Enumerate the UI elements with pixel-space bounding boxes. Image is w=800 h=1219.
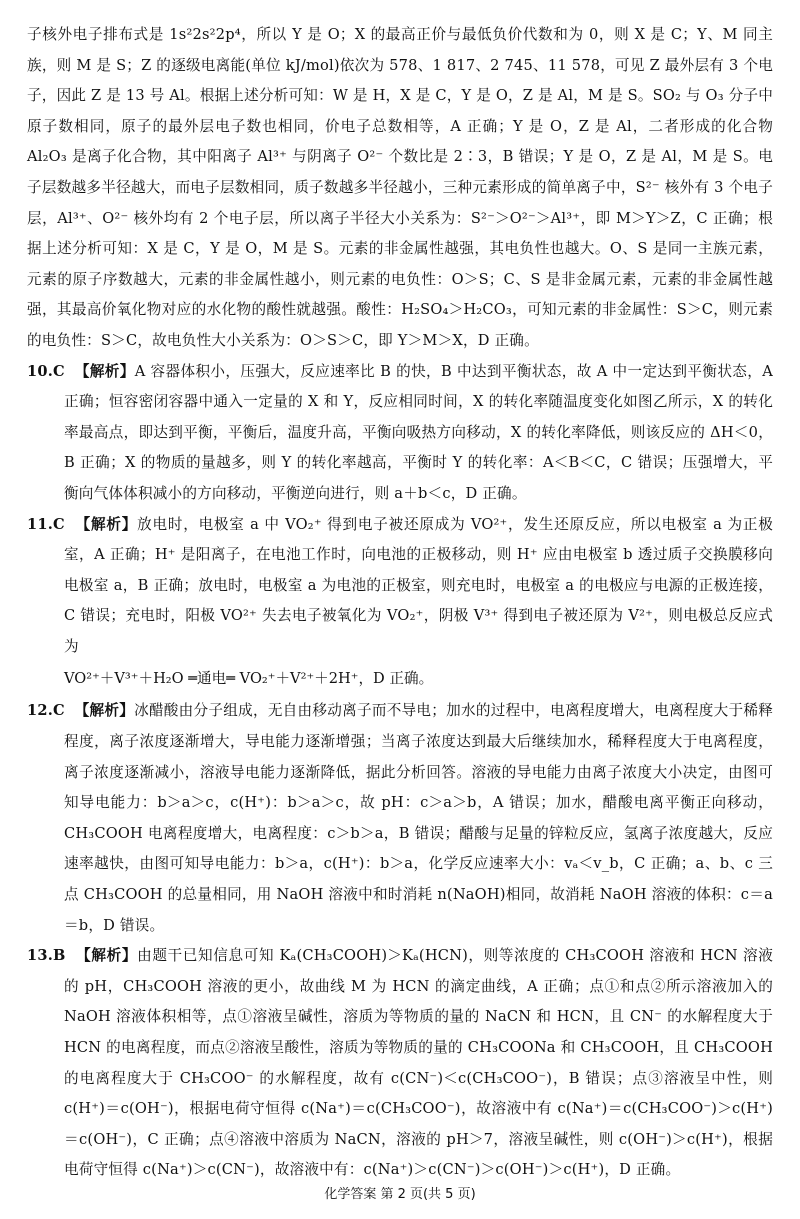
question-10-text: A 容器体积小，压强大，反应速率比 B 的快，B 中达到平衡状态，故 A 中一定达到平衡状态，A 正确；恒容密闭容器中通入一定量的 X 和 Y，反应相同时间，X 的转化率随温度变化如图乙所示，X 的转化率最高点，即达到平衡，平衡后，温度升高，平衡向吸热方向移动，X 的转化率降低，则该反应的 ΔH＜0，B 正确；X 的物质的量越多，则 Y 的转化率越高，平衡时 Y 的转化率：A＜B＜C，C 错误；压强增大，平衡向气体体积减小的方向移动，平衡逆向进行，则 a＋b＜c，D 正确。 <box>64 362 773 502</box>
question-13-tag: 【解析】 <box>76 947 138 965</box>
question-11-text: 放电时，电极室 a 中 VO₂⁺ 得到电子被还原成为 VO²⁺，发生还原反应，所以电极室 a 为正极室，A 正确；H⁺ 是阳离子，在电池工作时，向电池的正极移动，则 H⁺ 应由电极室 b 透过质子交换膜移向电极室 a，B 正确；放电时，电极室 a 为电池的正极室，则充电时，电极室 a 的电极应与电源的正极连接，C 错误；充电时，阳极 VO²⁺ 失去电子被氧化为 VO₂⁺，阴极 V³⁺ 得到电子被还原为 V²⁺，则电极总反应式为 <box>64 515 773 655</box>
intro-paragraph: 子核外电子排布式是 1s²2s²2p⁴，所以 Y 是 O；X 的最高正价与最低负价代数和为 0，则 X 是 C；Y、M 同主族，则 M 是 S；Z 的逐级电离能(单位 kJ/mol)依次为 578、1 817、2 745、11 578，可见 Z 最外层有 3 个电子，因此 Z 是 13 号 Al。根据上述分析可知：W 是 H，X 是 C，Y 是 O，Z 是 Al，M 是 S。SO₂ 与 O₃ 分子中原子数相同，原子的最外层电子数也相同，价电子总数相等，A 正确；Y 是 O，Z 是 Al，二者形成的化合物 Al₂O₃ 是离子化合物，其中阳离子 Al³⁺ 与阴离子 O²⁻ 个数比是 2∶3，B 错误；Y 是 O，Z 是 Al，M 是 S。电子层数越多半径越大，而电子层数相同，质子数越多半径越小，三种元素形成的简单离子中，S²⁻ 核外有 3 个电子层，Al³⁺、O²⁻ 核外均有 2 个电子层，所以离子半径大小关系为：S²⁻＞O²⁻＞Al³⁺，即 M＞Y＞Z，C 正确；根据上述分析可知：X 是 C，Y 是 O，M 是 S。元素的非金属性越强，其电负性也越大。O、S 是同一主族元素，元素的原子序数越大，元素的非金属性越小，则元素的电负性：O＞S；C、S 是非金属元素，元素的非金属性越强，其最高价氧化物对应的水化物的酸性就越强。酸性：H₂SO₄＞H₂CO₃，可知元素的非金属性：S＞C，则元素的电负性：S＞C，故电负性大小关系为：O＞S＞C，即 Y＞M＞X，D 正确。 <box>27 26 773 349</box>
question-13-text: 由题干已知信息可知 Kₐ(CH₃COOH)＞Kₐ(HCN)，则等浓度的 CH₃COOH 溶液和 HCN 溶液的 pH，CH₃COOH 溶液的更小，故曲线 M 为 HCN 的滴定曲线，A 正确；点①和点②所示溶液加入的 NaOH 溶液体积相等，点①溶液呈碱性，溶质为等物质的量的 NaCN 和 HCN，且 CN⁻ 的水解程度大于 HCN 的电离程度，而点②溶液呈酸性，溶质为等物质的量的 CH₃COONa 和 CH₃COOH，且 CH₃COOH 的电离程度大于 CH₃COO⁻ 的水解程度，故有 c(CN⁻)＜c(CH₃COO⁻)，B 错误；点③溶液呈中性，则 c(H⁺)＝c(OH⁻)，根据电荷守恒得 c(Na⁺)＝c(CH₃COO⁻)，故溶液中有 c(Na⁺)＝c(CH₃COO⁻)＞c(H⁺)＝c(OH⁻)，C 正确；点④溶液中溶质为 NaCN，溶液的 pH＞7，溶液呈碱性，则 c(OH⁻)＞c(H⁺)，根据电荷守恒得 c(Na⁺)＞c(CN⁻)，故溶液中有：c(Na⁺)＞c(CN⁻)＞c(OH⁻)＞c(H⁺)，D 正确。 <box>64 947 773 1179</box>
question-12-tag: 【解析】 <box>74 702 135 720</box>
question-13 <box>27 941 773 1186</box>
question-13-number: 13.B <box>27 947 66 965</box>
question-10-number: 10.C <box>27 362 65 380</box>
question-10-body <box>27 357 773 510</box>
question-10 <box>27 357 773 510</box>
question-11-number: 11.C <box>27 515 65 533</box>
page-footer: 化学答案 第 2 页(共 5 页) <box>324 1187 476 1202</box>
question-11-tag: 【解析】 <box>75 515 138 533</box>
question-11 <box>27 510 773 697</box>
question-12-body <box>27 696 773 941</box>
question-11-equation: VO²⁺＋V³⁺＋H₂O ═通电═ VO₂⁺＋V²⁺＋2H⁺，D 正确。 <box>64 670 434 688</box>
question-13-body <box>27 941 773 1186</box>
question-12 <box>27 696 773 941</box>
question-10-tag: 【解析】 <box>74 362 135 380</box>
question-12-number: 12.C <box>27 702 65 720</box>
question-11-body <box>27 510 773 663</box>
question-12-text: 冰醋酸由分子组成，无自由移动离子而不导电；加水的过程中，电离程度增大，电离程度大于稀释程度，离子浓度逐渐增大，导电能力逐渐增强；当离子浓度达到最大后继续加水，稀释程度大于电离程度，离子浓度逐渐减小，溶液导电能力逐渐降低，据此分析回答。溶液的导电能力由离子浓度大小决定，由图可知导电能力：b＞a＞c，c(H⁺)：b＞a＞c，故 pH：c＞a＞b，A 错误；加水，醋酸电离平衡正向移动，CH₃COOH 电离程度增大，电离程度：c＞b＞a，B 错误；醋酸与足量的锌粒反应，氢离子浓度越大，反应速率越快，由图可知导电能力：b＞a，c(H⁺)：b＞a，化学反应速率大小：vₐ＜v_b，C 正确；a、b、c 三点 CH₃COOH 的总量相同，用 NaOH 溶液中和时消耗 n(NaOH)相同，故消耗 NaOH 溶液的体积：c＝a＝b，D 错误。 <box>64 702 773 934</box>
